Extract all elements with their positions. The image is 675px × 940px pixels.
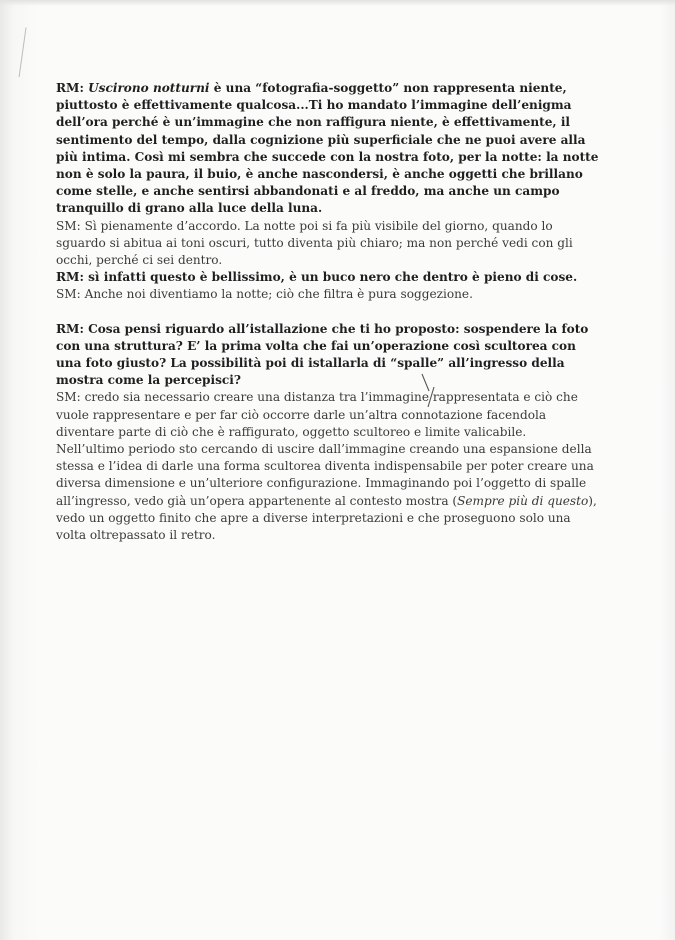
page-edge-shadow: [0, 0, 675, 6]
interview-text: [56, 80, 604, 544]
handwritten-correction-mark: [419, 371, 441, 409]
staple-mark: [19, 27, 37, 78]
speaker-rm: RM:: [56, 81, 84, 95]
answer-3-text-end: ), vedo un oggetto finito che apre a diverse interpretazioni e che proseguono solo una volta oltrepassato il retro.: [56, 493, 597, 543]
answer-1: SM: Sì pienamente d’accordo. La notte poi si fa più visibile del giorno, quando lo sguardo si abitua ai toni oscuri, tutto diventa più chiaro; ma non perché vedi con gli occhi, perché ci sei dentro.: [56, 218, 573, 268]
artwork-title: Uscirono notturni: [88, 81, 210, 95]
answer-3-part-1: SM: credo sia necessario creare una distanza tra l’immagine rappresentata e ciò che vuole rappresentare e per far ciò occorre darle un’altra connotazione facendola diventare parte di ciò che è raffigurato, oggetto scultoreo e limite valicabile.: [56, 390, 578, 439]
answer-3-text-start: Nell’ultimo periodo sto cercando di uscire dall’immagine creando una espansione della stessa e l’idea di darle una forma scultorea diventa indispensabile per poter creare una diversa dimensione e un’ulteriore configurazione. Immaginando poi l’oggetto di spalle all’ingresso, vedo già un’opera appartenente al contesto mostra (: [56, 442, 594, 508]
paragraph-spacer: [56, 304, 604, 321]
question-1-text: è una “fotografia-soggetto” non rappresenta niente, piuttosto è effettivamente qualcosa...Ti ho mandato l’immagine dell’enigma dell’ora perché è un’immagine che non raffigura niente, è effettivamente, il sentimento del tempo, dalla cognizione più superficiale che ne puoi avere alla più intima. Così mi sembra che succede con la nostra foto, per la notte: la notte non è solo la paura, il buio, è anche nascondersi, è anche oggetti che brillano come stelle, e anche sentirsi abbandonati e al freddo, ma anche un campo tranquillo di grano alla luce della luna.: [56, 81, 599, 216]
answer-2: SM: Anche noi diventiamo la notte; ciò che filtra è pura soggezione.: [56, 287, 473, 302]
answer-3-part-2: [56, 441, 604, 544]
question-1: [56, 80, 604, 218]
question-2: RM: sì infatti questo è bellissimo, è un buco nero che dentro è pieno di cose.: [56, 270, 578, 285]
exhibition-title: Sempre più di questo: [457, 493, 589, 508]
question-3: RM: Cosa pensi riguardo all’istallazione che ti ho proposto: sospendere la foto con una struttura? E’ la prima volta che fai un’operazione così scultorea con una foto giusto? La possibilità poi di istallarla di “spalle” all’ingresso della mostra come la percepisci?: [56, 321, 589, 388]
